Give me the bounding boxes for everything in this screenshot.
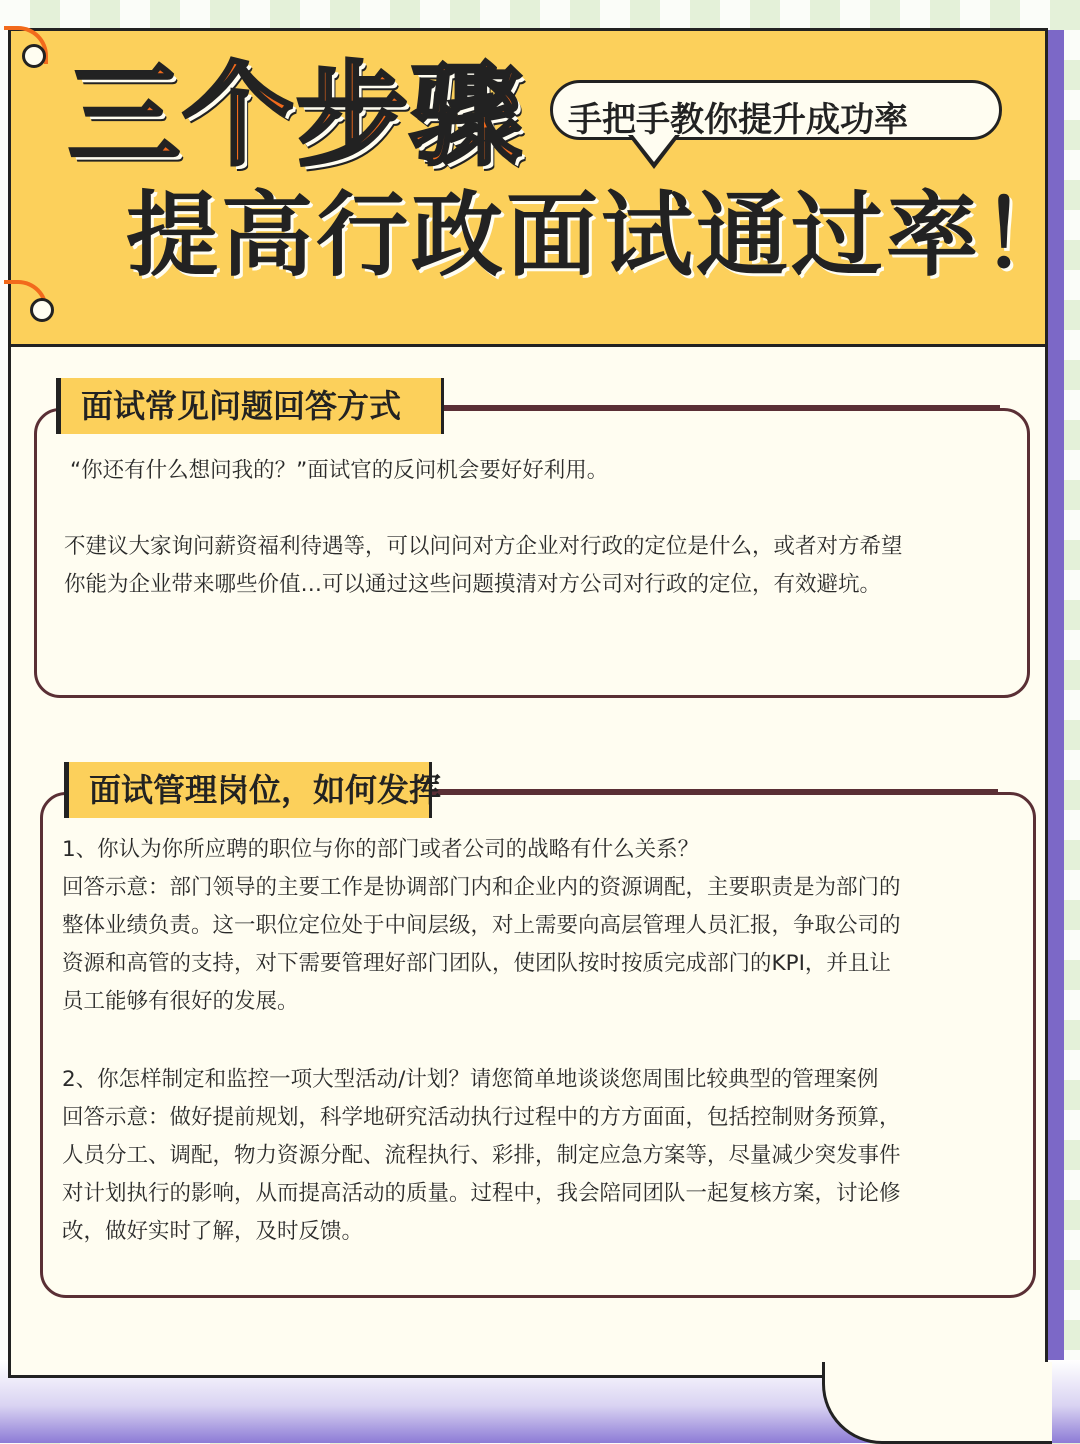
section1-tab: 面试常见问题回答方式 xyxy=(56,378,444,434)
section2-item2: 2、你怎样制定和监控一项大型活动/计划？请您简单地谈谈您周围比较典型的管理案例 回答示意：做好提前规划，科学地研究活动执行过程中的方方面面，包括控制财务预算， 人员分工、调配，物力资源分配、流程执行、彩排，制定应急方案等，尽量减少突发事件 对计划执行的影响，从而提高活动的质量。过程中，我会陪同团队一起复核方案，讨论修 改，做好实时了解，及时反馈。 xyxy=(62,1067,901,1244)
binder-ring-top xyxy=(22,44,46,68)
section1-paragraph1: “你还有什么想问我的？”面试官的反问机会要好好利用。 xyxy=(70,458,609,483)
section1-paragraph2: 不建议大家询问薪资福利待遇等，可以问问对方企业对行政的定位是什么，或者对方希望 你能为企业带来哪些价值…可以通过这些问题摸清对方公司对行政的定位，有效避坑。 xyxy=(64,534,903,597)
speech-bubble-text: 手把手教你提升成功率 xyxy=(568,100,908,140)
section2-item1: 1、你认为你所应聘的职位与你的部门或者公司的战略有什么关系？ 回答示意：部门领导的主要工作是协调部门内和企业内的资源调配，主要职责是为部门的 整体业绩负责。这一职位定位处于中间层级，对上需要向高层管理人员汇报，争取公司的 资源和高管的支持，对下需要管理好部门团队，使团队按时按质完成部门的KPI，并且让 员工能够有很好的发展。 xyxy=(62,837,901,1014)
main-title-line1: 三个步骤 xyxy=(68,51,524,181)
main-title-line2: 提高行政面试通过率！ xyxy=(126,182,1077,289)
page-curl xyxy=(822,1362,1052,1444)
binder-ring-bottom xyxy=(30,298,54,322)
section2-tab: 面试管理岗位，如何发挥 xyxy=(64,762,432,818)
